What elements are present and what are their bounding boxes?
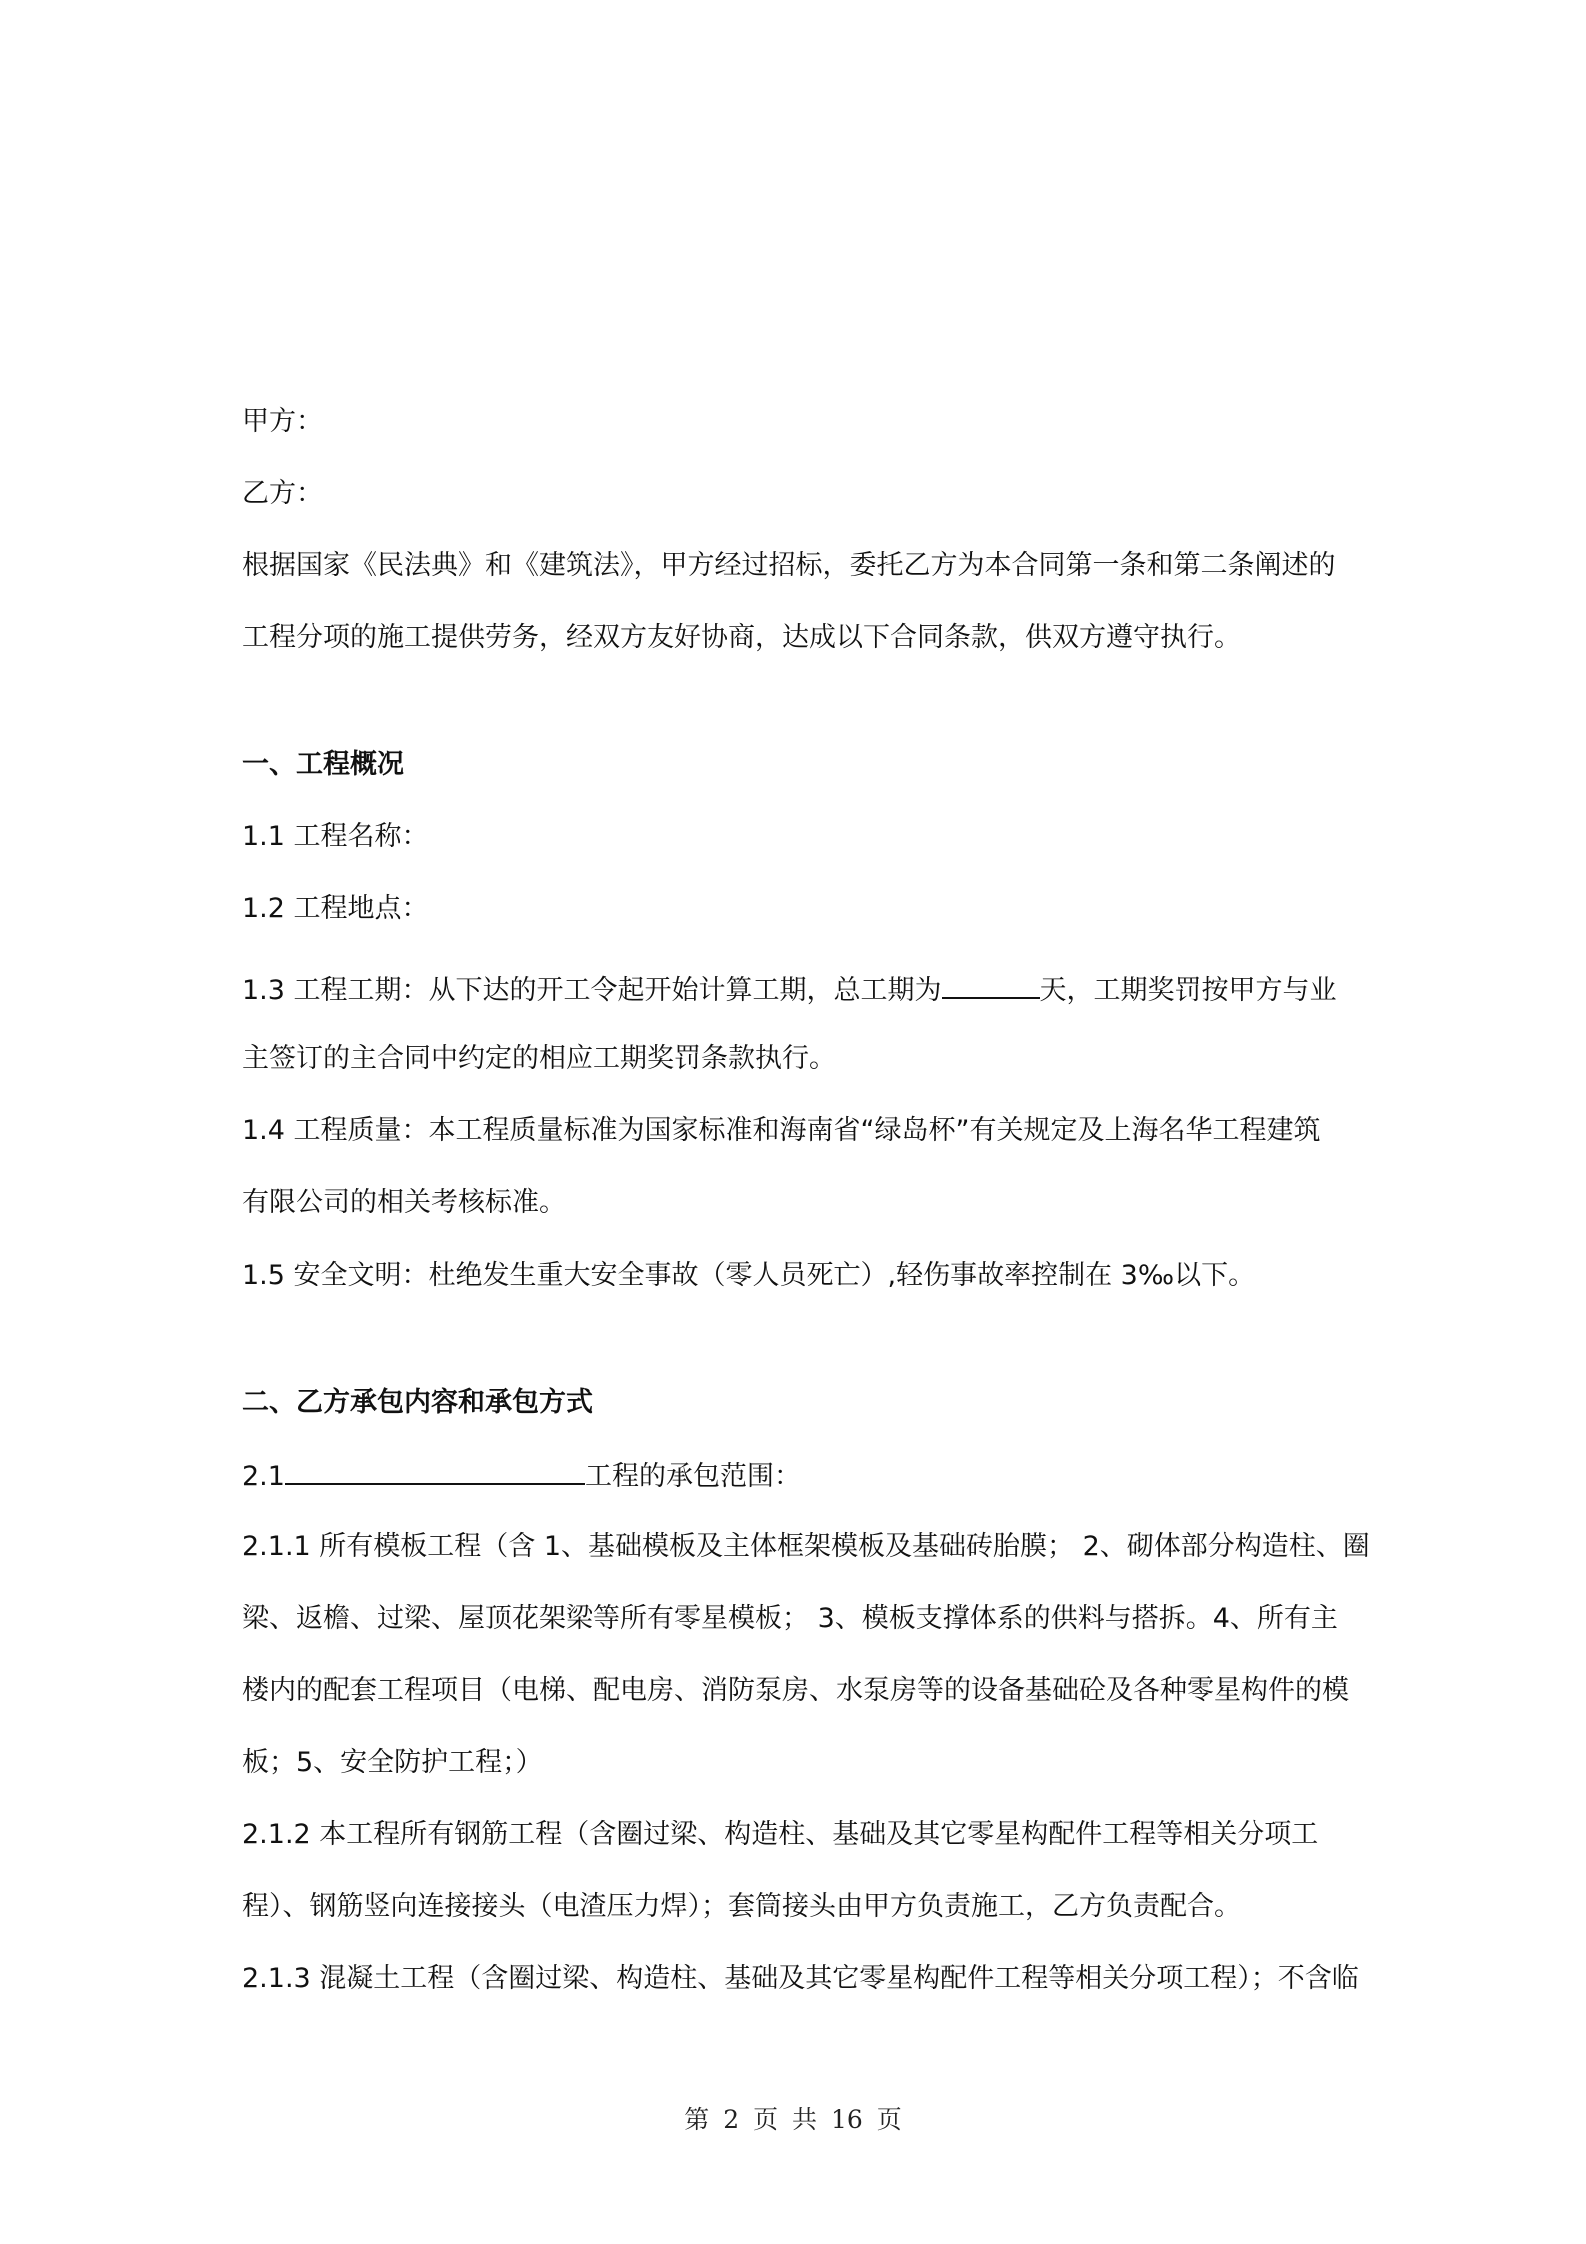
item-1-2: 1.2 工程地点：	[242, 893, 429, 924]
item-2-1-number: 2.1	[242, 1461, 285, 1492]
item-2-1-1-line-3: 楼内的配套工程项目（电梯、配电房、消防泵房、水泵房等的设备基础砼及各种零星构件的模	[242, 1675, 1349, 1706]
intro-line-2: 工程分项的施工提供劳务，经双方友好协商，达成以下合同条款，供双方遵守执行。	[242, 622, 1241, 653]
party-b-label: 乙方：	[242, 478, 323, 509]
duration-blank-field	[942, 971, 1040, 999]
page-number-footer: 第 2 页 共 16 页	[684, 2105, 902, 2134]
item-2-1-1-line-2: 梁、返檐、过梁、屋顶花架梁等所有零星模板； 3、模板支撑体系的供料与搭拆。4、所有主	[242, 1603, 1338, 1634]
party-a-label: 甲方：	[242, 406, 323, 437]
project-name-blank-field	[285, 1457, 585, 1485]
item-2-1-text: 工程的承包范围：	[584, 1461, 801, 1492]
section-2-title: 二、乙方承包内容和承包方式	[242, 1387, 593, 1418]
item-2-1-2-line-2: 程）、钢筋竖向连接接头（电渣压力焊）；套筒接头由甲方负责施工，乙方负责配合。	[242, 1891, 1241, 1922]
item-2-1-3-line-1: 2.1.3 混凝土工程（含圈过梁、构造柱、基础及其它零星构配件工程等相关分项工程）；不含临	[242, 1963, 1359, 1994]
item-1-5: 1.5 安全文明：杜绝发生重大安全事故（零人员死亡）,轻伤事故率控制在 3‰以下。	[242, 1260, 1256, 1291]
item-1-3-line-2: 主签订的主合同中约定的相应工期奖罚条款执行。	[242, 1043, 836, 1074]
section-1-title: 一、工程概况	[242, 749, 404, 780]
item-2-1	[242, 1457, 801, 1495]
item-2-1-1-line-4: 板；5、安全防护工程；）	[242, 1747, 543, 1778]
item-1-4-line-1: 1.4 工程质量：本工程质量标准为国家标准和海南省“绿岛杯”有关规定及上海名华工程建筑	[242, 1115, 1321, 1146]
item-1-3-text-after: 天，工期奖罚按甲方与业	[1039, 975, 1337, 1006]
item-1-3-line-1	[242, 971, 1337, 1009]
item-1-4-line-2: 有限公司的相关考核标准。	[242, 1187, 566, 1218]
intro-line-1: 根据国家《民法典》和《建筑法》，甲方经过招标，委托乙方为本合同第一条和第二条阐述的	[242, 550, 1336, 581]
item-1-1: 1.1 工程名称：	[242, 821, 429, 852]
item-2-1-2-line-1: 2.1.2 本工程所有钢筋工程（含圈过梁、构造柱、基础及其它零星构配件工程等相关分项工	[242, 1819, 1319, 1850]
item-1-3-text-before: 1.3 工程工期：从下达的开工令起开始计算工期，总工期为	[242, 975, 942, 1006]
item-2-1-1-line-1: 2.1.1 所有模板工程（含 1、基础模板及主体框架模板及基础砖胎膜； 2、砌体部分构造柱、圈	[242, 1531, 1370, 1562]
